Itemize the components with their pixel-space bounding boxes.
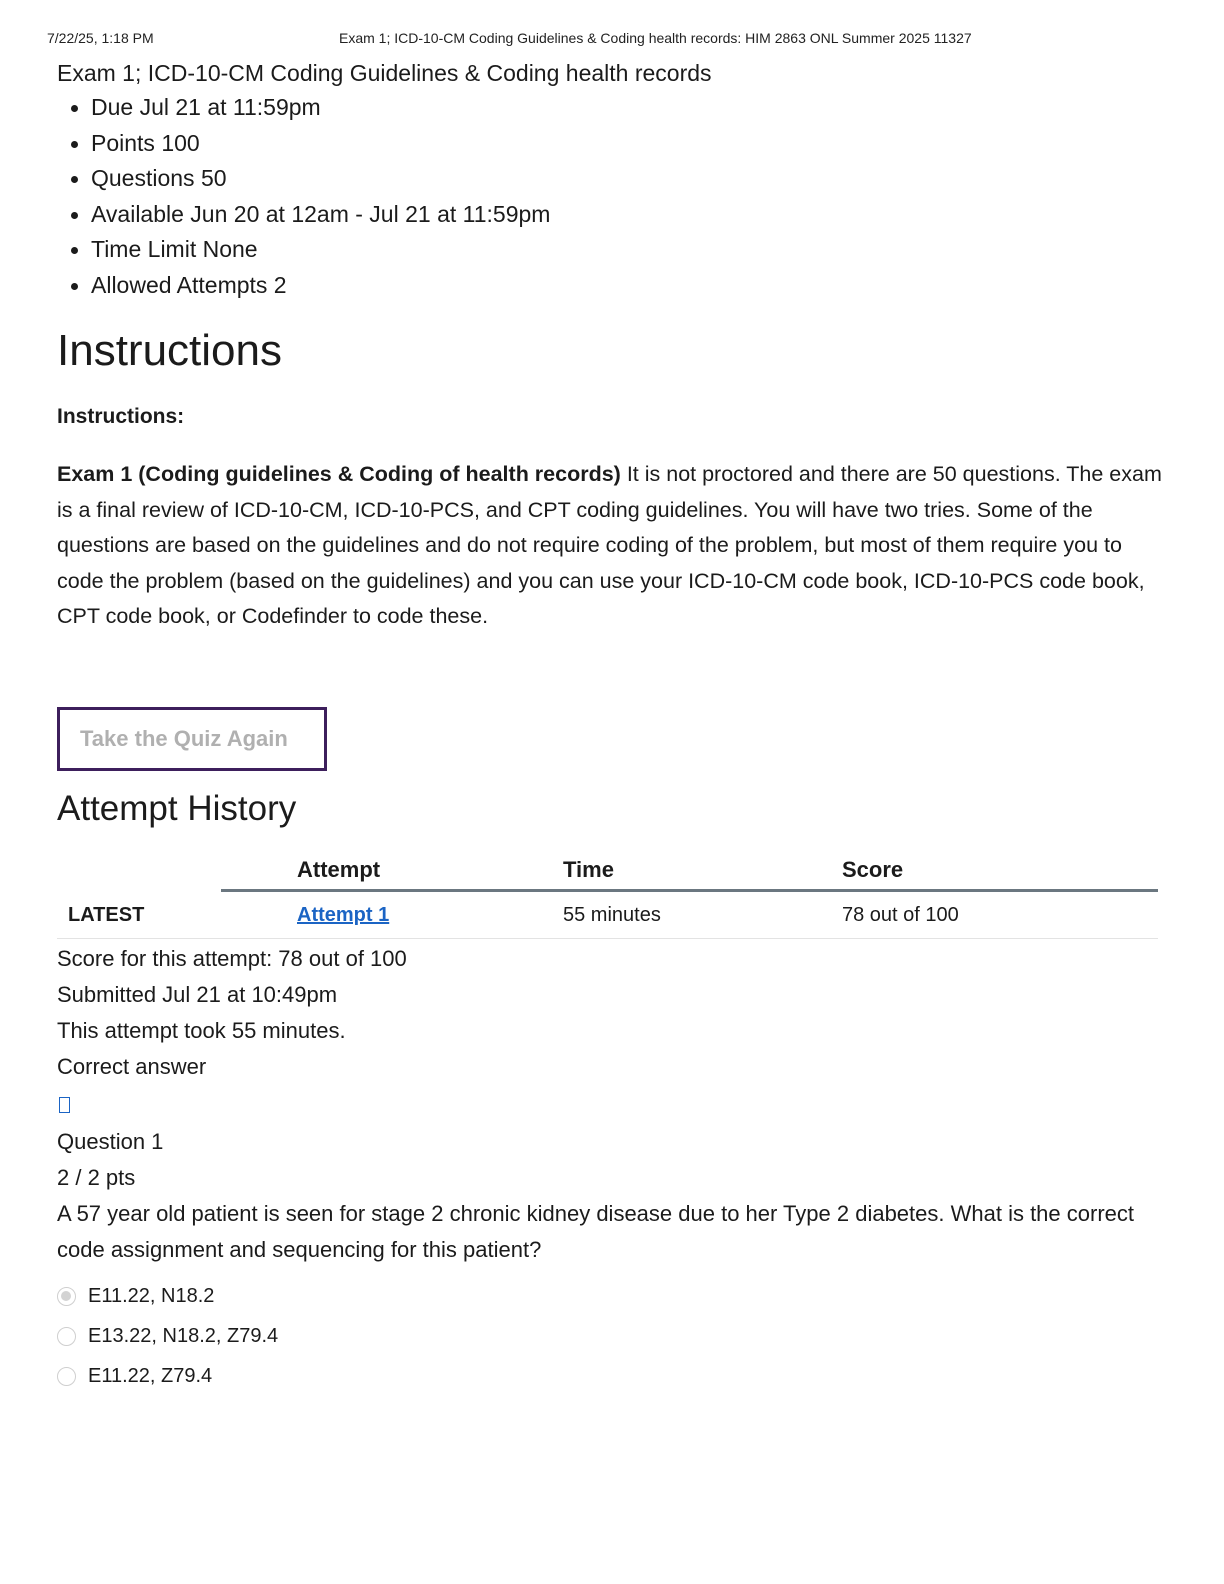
instructions-bold-lead: Exam 1 (Coding guidelines & Coding of health records)	[57, 462, 621, 486]
attempt-duration: This attempt took 55 minutes.	[57, 1018, 346, 1043]
detail-due: Due Jul 21 at 11:59pm	[69, 90, 1167, 126]
question-1	[57, 1124, 1167, 1396]
question-points: 2 / 2 pts	[57, 1165, 136, 1190]
attempt-time: 55 minutes	[563, 891, 842, 939]
score-for-attempt: Score for this attempt: 78 out of 100	[57, 946, 407, 971]
instructions-text: It is not proctored and there are 50 questions. The exam is a final review of ICD-10-CM, ICD-10-PCS, and CPT coding guidelines. You will have two tries. Some of the questions are based on the guidelines and do not require coding of the problem, but most of them require you to code the problem (based on the guidelines) and you can use your ICD-10-CM code book, ICD-10-PCS code book, CPT code book, or Codefinder to code these.	[57, 462, 1162, 628]
flag-question-icon[interactable]	[59, 1097, 70, 1113]
answer-list	[57, 1276, 1167, 1396]
answer-option[interactable]	[57, 1276, 1167, 1316]
correct-answer-label: Correct answer	[57, 1054, 207, 1079]
question-number: Question 1	[57, 1129, 164, 1154]
answer-option[interactable]	[57, 1356, 1167, 1396]
table-header-attempt: Attempt	[297, 851, 563, 891]
quiz-title: Exam 1; ICD-10-CM Coding Guidelines & Coding health records	[57, 60, 712, 86]
detail-allowed-attempts: Allowed Attempts 2	[69, 268, 1167, 304]
quiz-details	[69, 90, 1167, 303]
table-header-score: Score	[842, 851, 1158, 891]
table-row	[57, 891, 1158, 939]
answer-text: E11.22, Z79.4	[88, 1364, 213, 1387]
answer-text: E13.22, N18.2, Z79.4	[88, 1324, 279, 1347]
attempt-history-table	[57, 851, 1158, 940]
attempt-history-heading: Attempt History	[57, 788, 297, 828]
instructions-body	[57, 457, 1167, 635]
detail-points: Points 100	[69, 126, 1167, 162]
attempt-1-link[interactable]: Attempt 1	[297, 903, 390, 926]
instructions-heading: Instructions	[57, 326, 282, 375]
attempt-cell	[297, 891, 563, 939]
instructions-subheading: Instructions:	[57, 405, 185, 428]
answer-option[interactable]	[57, 1316, 1167, 1356]
radio-icon[interactable]	[57, 1367, 76, 1386]
take-quiz-again-button[interactable]: Take the Quiz Again	[57, 707, 327, 771]
print-header	[0, 30, 1224, 50]
answer-text: E11.22, N18.2	[88, 1284, 215, 1307]
page-content	[57, 58, 1167, 1396]
submitted-time: Submitted Jul 21 at 10:49pm	[57, 982, 338, 1007]
question-text: A 57 year old patient is seen for stage 2 chronic kidney disease due to her Type 2 diabetes. What is the correct code assignment and sequencing for this patient?	[57, 1201, 1135, 1262]
attempt-score: 78 out of 100	[842, 891, 1158, 939]
print-date: 7/22/25, 1:18 PM	[47, 30, 154, 46]
print-title: Exam 1; ICD-10-CM Coding Guidelines & Coding health records: HIM 2863 ONL Summer 2025 11327	[339, 30, 972, 46]
detail-time-limit: Time Limit None	[69, 232, 1167, 268]
table-header-spacer	[221, 851, 297, 891]
latest-label: LATEST	[57, 891, 297, 939]
table-header-time: Time	[563, 851, 842, 891]
detail-available: Available Jun 20 at 12am - Jul 21 at 11:59pm	[69, 197, 1167, 233]
detail-questions: Questions 50	[69, 161, 1167, 197]
table-header-blank	[57, 851, 221, 891]
attempt-summary	[57, 941, 1167, 1085]
radio-selected-icon[interactable]	[57, 1287, 76, 1306]
radio-icon[interactable]	[57, 1327, 76, 1346]
